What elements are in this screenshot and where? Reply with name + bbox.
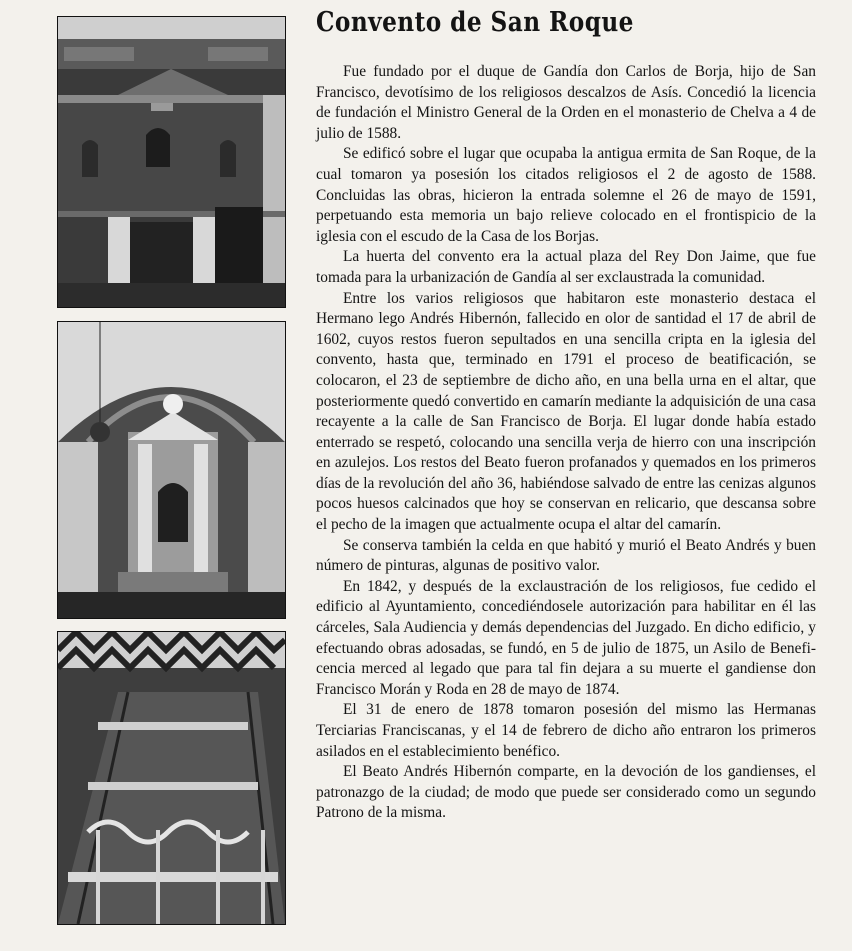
paragraph: El 31 de enero de 1878 tomaron posesión del mismo las Hermanas Terciarias Franciscanas, y el 14 de febrero de dicho año entraron los primeros asilados en el establecimiento benéfico. <box>316 701 816 760</box>
paragraph: Entre los varios religiosos que habitaron este monasterio destaca el Hermano lego Andrés Hibernón, fallecido en olor de santidad el 17 de abril de 1602, cuyos restos fueron sepultados en una sencilla cripta en la iglesia del convento, hasta que, terminado en 1791 el proceso de beatificación, se colocaron, el 23 de septiembre de dicho año, en una bella urna en el altar, que posteriormente quedó convertido en camarín mediante la adquisición de una casa recayente a la calle de San Francisco de Borja. El lugar donde había estado enterrado se respetó, colocando una sencilla verja de hierro con una inscripción en azulejos. Los restos del Beato fueron profanados y quemados en los primeros días de la revolución del año 36, habiéndose salvado de entre las cenizas algunos pocos huesos calcinados que hoy se conservan en relicario, que descansa sobre el pecho de la imagen que actualmente ocupa el altar del camarín. <box>316 289 817 534</box>
paragraph: Se conserva también la celda en que habitó y murió el Beato Andrés y buen número de pinturas, algunas de positivo valor. <box>316 536 816 575</box>
paragraph: El Beato Andrés Hibernón comparte, en la devoción de los gandienses, el patronazgo de la ciudad; de modo que puede ser considerado como un segundo Patrono de la misma. <box>316 763 816 822</box>
photo-crypt-grille <box>57 631 286 925</box>
paragraph: Fue fundado por el duque de Gandía don Carlos de Borja, hijo de San Francisco, devotísimo de los religiosos descalzos de Asís. Concedió la licencia de fundación el Ministro General de la Orden en el monasterio de Chelva a 4 de julio de 1588. <box>316 63 816 142</box>
article-text <box>316 6 816 824</box>
photo-church-altar <box>57 321 286 619</box>
article-title: Convento de San Roque <box>316 7 634 38</box>
paragraph: Se edificó sobre el lugar que ocupaba la antigua ermita de San Roque, de la cual tomaron ya posesión los citados religiosos el 2 de agosto de 1588. Concluidas las obras, hicieron la entrada solemne el 26 de mayo de 1591, perpetuando esta memoria un bajo relieve colocado en el frontispicio de la iglesia con el escudo de la Casa de los Borjas. <box>316 145 816 245</box>
paragraph: La huerta del convento era la actual plaza del Rey Don Jaime, que fue tomada para la urbanización de Gandía al ser exclaustrada la comunidad. <box>316 248 816 286</box>
photo-church-facade <box>57 16 286 308</box>
paragraph: En 1842, y después de la exclaustración de los religiosos, fue cedido el edificio al Ayuntamiento, concediéndosele autorización para habilitar en él las cárceles, Sala Audiencia y demás dependencias del Juzgado. En dicho edificio, y efectuando obras adosadas, se fundó, en 5 de julio de 1875, un Asilo de Beneficencia merced al legado que para tal fin dejara a su muerte el gandiense don Francisco Morán y Roda en 28 de mayo de 1874. <box>316 577 816 698</box>
